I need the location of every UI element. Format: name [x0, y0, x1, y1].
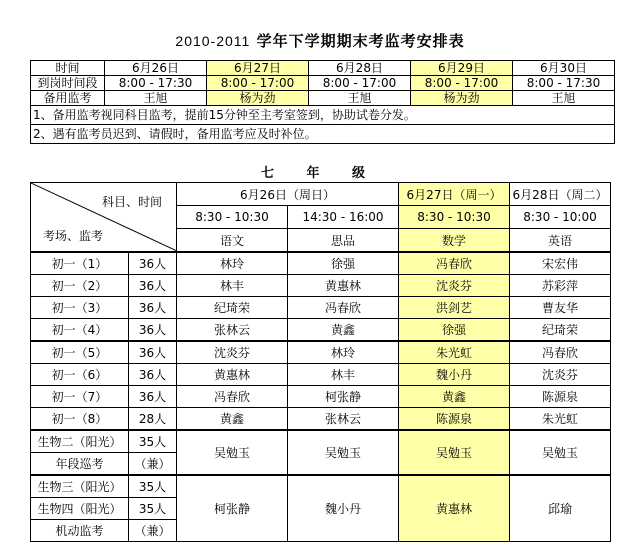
- proctor-cell: 纪琦荣: [510, 319, 611, 342]
- header-date-row: [31, 183, 611, 206]
- proctor-cell: 林玲: [177, 252, 288, 275]
- header-day3: 6月28日（周二）: [510, 183, 611, 206]
- proctor-cell: 魏小丹: [288, 475, 399, 542]
- count-cell: 35人: [129, 498, 177, 520]
- table-row: [31, 475, 611, 498]
- count-cell: 36人: [129, 386, 177, 408]
- time-label: 时间: [31, 61, 105, 76]
- count-cell: 35人: [129, 475, 177, 498]
- proctor-cell: 冯春欣: [510, 341, 611, 364]
- backup-cell: 王旭: [309, 91, 411, 106]
- backup-label: 备用监考: [31, 91, 105, 106]
- arrival-cell: 8:00 - 17:30: [513, 76, 615, 91]
- proctor-cell: 纪琦荣: [177, 297, 288, 319]
- room-cell: 初一（2）: [31, 275, 129, 297]
- page-title: [0, 30, 640, 51]
- proctor-cell: 黄鑫: [288, 319, 399, 342]
- proctor-cell: 吴勉玉: [177, 430, 288, 475]
- arrival-row: [31, 76, 615, 91]
- count-cell: 36人: [129, 275, 177, 297]
- arrival-label: 到岗时间段: [31, 76, 105, 91]
- proctor-cell: 洪剑艺: [399, 297, 510, 319]
- proctor-cell: 冯春欣: [399, 252, 510, 275]
- proctor-cell: 张林云: [177, 319, 288, 342]
- table-row: [31, 364, 611, 386]
- proctor-cell: 柯张静: [288, 386, 399, 408]
- proctor-cell: 沈炎芬: [510, 364, 611, 386]
- room-cell: 初一（6）: [31, 364, 129, 386]
- proctor-cell: 林玲: [288, 341, 399, 364]
- time-cell: 8:30 - 10:00: [510, 206, 611, 229]
- table-row: [31, 408, 611, 431]
- proctor-cell: 冯春欣: [288, 297, 399, 319]
- count-cell: 36人: [129, 252, 177, 275]
- proctor-cell: 陈源泉: [510, 386, 611, 408]
- proctor-cell: 吴勉玉: [288, 430, 399, 475]
- date-cell: 6月29日: [411, 61, 513, 76]
- note-row: [31, 106, 615, 125]
- proctor-cell: 黄惠林: [399, 475, 510, 542]
- proctor-cell: 陈源泉: [399, 408, 510, 431]
- table-row: [31, 297, 611, 319]
- count-cell: 28人: [129, 408, 177, 431]
- proctor-cell: 林丰: [177, 275, 288, 297]
- proctor-cell: 魏小丹: [399, 364, 510, 386]
- backup-cell: 杨为劲: [207, 91, 309, 106]
- backup-cell: 杨为劲: [411, 91, 513, 106]
- schedule-table: [30, 60, 615, 144]
- room-cell: 生物三（阳光）: [31, 475, 129, 498]
- date-cell: 6月28日: [309, 61, 411, 76]
- subject-cell: 语文: [177, 229, 288, 253]
- proctor-cell: 沈炎芬: [177, 341, 288, 364]
- room-cell: 初一（5）: [31, 341, 129, 364]
- proctor-cell: 苏彩萍: [510, 275, 611, 297]
- room-cell: 初一（1）: [31, 252, 129, 275]
- proctor-cell: 徐强: [399, 319, 510, 342]
- note-1: 1、备用监考视同科目监考，提前15分钟至主考室签到，协助试卷分发。: [31, 106, 615, 125]
- table-row: [31, 275, 611, 297]
- subject-cell: 数学: [399, 229, 510, 253]
- proctor-cell: 林丰: [288, 364, 399, 386]
- arrival-cell: 8:00 - 17:00: [207, 76, 309, 91]
- date-row: [31, 61, 615, 76]
- backup-cell: 王旭: [513, 91, 615, 106]
- count-cell: 36人: [129, 297, 177, 319]
- room-cell: 生物二（阳光）: [31, 430, 129, 453]
- table-row: [31, 430, 611, 453]
- subject-time-label: 科目、时间: [101, 195, 162, 209]
- subject-cell: 思品: [288, 229, 399, 253]
- count-cell: 36人: [129, 341, 177, 364]
- note-2: 2、遇有监考员迟到、请假时，备用监考应及时补位。: [31, 125, 615, 144]
- count-cell: 35人: [129, 430, 177, 453]
- count-cell: 36人: [129, 364, 177, 386]
- arrival-cell: 8:00 - 17:00: [309, 76, 411, 91]
- room-cell: 机动监考: [31, 520, 129, 542]
- table-row: [31, 319, 611, 342]
- proctor-cell: 冯春欣: [177, 386, 288, 408]
- backup-row: [31, 91, 615, 106]
- proctor-cell: 黄鑫: [177, 408, 288, 431]
- proctor-cell: 柯张静: [177, 475, 288, 542]
- proctor-cell: 曹友华: [510, 297, 611, 319]
- corner-header: [31, 183, 177, 253]
- room-proctor-label: 考场、监考: [43, 229, 104, 243]
- date-cell: 6月27日: [207, 61, 309, 76]
- proctor-table: [30, 182, 611, 542]
- arrival-cell: 8:00 - 17:30: [105, 76, 207, 91]
- proctor-cell: 邱瑜: [510, 475, 611, 542]
- subject-cell: 英语: [510, 229, 611, 253]
- table-row: [31, 386, 611, 408]
- time-cell: 14:30 - 16:00: [288, 206, 399, 229]
- count-cell: 36人: [129, 319, 177, 342]
- room-cell: 初一（8）: [31, 408, 129, 431]
- date-cell: 6月26日: [105, 61, 207, 76]
- room-cell: 初一（7）: [31, 386, 129, 408]
- proctor-cell: 吴勉玉: [399, 430, 510, 475]
- room-cell: 初一（4）: [31, 319, 129, 342]
- time-cell: 8:30 - 10:30: [177, 206, 288, 229]
- room-cell: 生物四（阳光）: [31, 498, 129, 520]
- arrival-cell: 8:00 - 17:00: [411, 76, 513, 91]
- proctor-cell: 朱光虹: [399, 341, 510, 364]
- count-cell: （兼）: [129, 520, 177, 542]
- title-text: 学年下学期期末考监考安排表: [256, 32, 465, 50]
- proctor-cell: 吴勉玉: [510, 430, 611, 475]
- table-row: [31, 341, 611, 364]
- proctor-cell: 黄惠林: [288, 275, 399, 297]
- count-cell: （兼）: [129, 453, 177, 476]
- header-day2: 6月27日（周一）: [399, 183, 510, 206]
- proctor-cell: 沈炎芬: [399, 275, 510, 297]
- proctor-cell: 徐强: [288, 252, 399, 275]
- grade-title: 七 年 级: [260, 166, 380, 181]
- proctor-cell: 张林云: [288, 408, 399, 431]
- proctor-cell: 宋宏伟: [510, 252, 611, 275]
- proctor-cell: 黄惠林: [177, 364, 288, 386]
- date-cell: 6月30日: [513, 61, 615, 76]
- backup-cell: 王旭: [105, 91, 207, 106]
- proctor-cell: 朱光虹: [510, 408, 611, 431]
- room-cell: 初一（3）: [31, 297, 129, 319]
- time-cell: 8:30 - 10:30: [399, 206, 510, 229]
- header-day1: 6月26日（周日）: [177, 183, 399, 206]
- room-cell: 年段巡考: [31, 453, 129, 476]
- table-row: [31, 252, 611, 275]
- note-row: [31, 125, 615, 144]
- proctor-cell: 黄鑫: [399, 386, 510, 408]
- title-year: 2010-2011: [175, 33, 251, 49]
